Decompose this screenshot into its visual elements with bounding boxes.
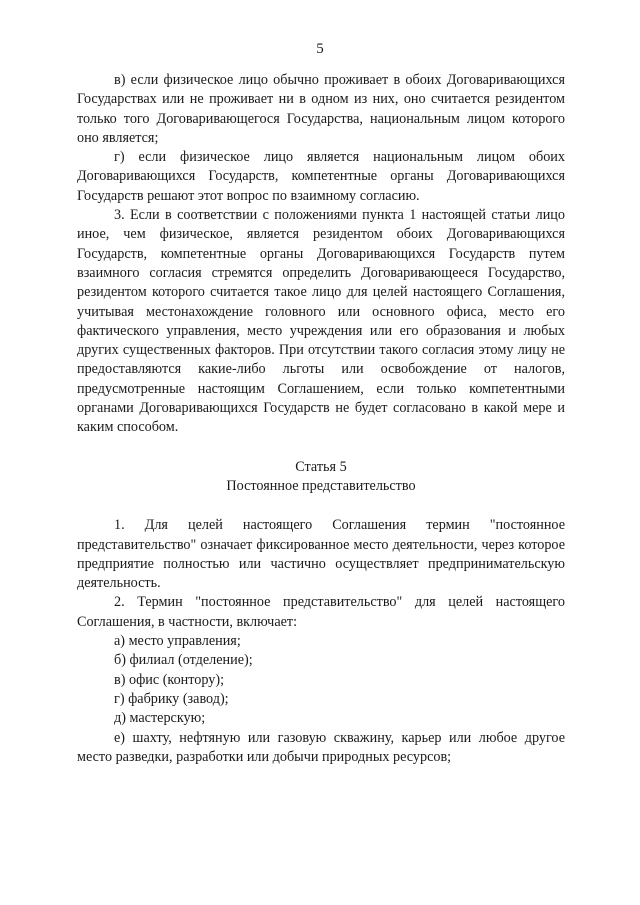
paragraph-1: 1. Для целей настоящего Соглашения термин "постоянное представительство" означает фиксированное место деятельности, через которое предприятие полностью или частично осуществляет предпринимательскую деятельность. <box>77 517 565 592</box>
paragraph-e: е) шахту, нефтяную или газовую скважину, карьер или любое другое место разведки, разработки или добычи природных ресурсов; <box>77 729 565 765</box>
list-item: б) филиал (отделение); <box>114 652 253 669</box>
document-body <box>77 71 565 767</box>
spacer <box>77 438 565 458</box>
list-item: в) офис (контору); <box>114 671 225 688</box>
paragraph-v: в) если физическое лицо обычно проживает в обоих Договаривающихся Государствах или не проживает ни в одном из них, оно считается резидентом только того Договаривающегося Государства, национальным лицом которого оно является; <box>77 72 565 146</box>
list-item: г) фабрику (завод); <box>114 690 229 707</box>
spacer <box>77 496 565 516</box>
paragraph-2: 2. Термин "постоянное представительство" для целей настоящего Соглашения, в частности, включает: <box>77 594 565 630</box>
article-number: Статья 5 <box>295 458 347 475</box>
list-item: д) мастерскую; <box>114 710 206 727</box>
list-item: а) место управления; <box>114 633 241 650</box>
paragraph-3: 3. Если в соответствии с положениями пункта 1 настоящей статьи лицо иное, чем физическое, является резидентом обоих Договаривающихся Государств, компетентные органы Договаривающихся Государств путем взаимного согласия стремятся определить Договаривающееся Государство, резидентом которого считается такое лицо для целей настоящего Соглашения, учитывая местонахождение головного или основного офиса, место его фактического управления, место учреждения или его образования и любых других существенных факторов. При отсутствии такого согласия этому лицу не предоставляются какие-либо льготы или освобождение от налогов, предусмотренные настоящим Соглашением, если только компетентными органами Договаривающихся Государств не будет согласовано в какой мере и каким способом. <box>77 207 565 436</box>
paragraph-g: г) если физическое лицо является национальным лицом обоих Договаривающихся Государств, компетентные органы Договаривающихся Государств решают этот вопрос по взаимному согласию. <box>77 149 565 204</box>
article-title: Постоянное представительство <box>226 477 416 494</box>
page-number: 5 <box>316 41 324 57</box>
